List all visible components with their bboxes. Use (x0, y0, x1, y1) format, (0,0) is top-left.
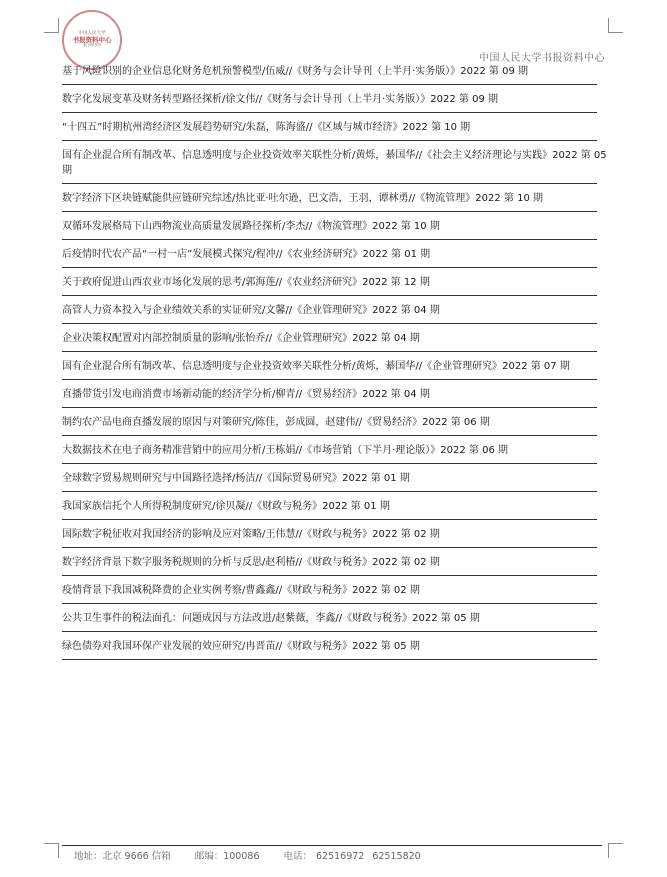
bibliography-entry (62, 275, 607, 296)
crop-mark-top-left (44, 18, 59, 33)
entry-separator (62, 430, 597, 436)
entry-citation: 绿色债券对我国环保产业发展的效应研究/冉晋苗//《财政与税务》2022 第 05 期 (62, 641, 420, 652)
entry-citation: 基于风险识别的企业信息化财务危机预警模型/伍威//《财务与会计导刊（上半月·实务版）》2022 第 09 期 (62, 66, 528, 77)
bibliography-entry (62, 611, 607, 632)
entry-citation: 数字经济背景下数字服务税规则的分析与反思/赵利椿//《财政与税务》2022 第 02 期 (62, 557, 440, 568)
footer-address: 地址：北京 9666 信箱 (74, 851, 171, 862)
bibliography-entry (62, 191, 607, 212)
entry-separator (62, 542, 597, 548)
entry-citation: 数字经济下区块链赋能供应链研究综述/热比亚·吐尔逊，巴文浩，王羽，谭林勇//《物流管理》2022 第 10 期 (62, 193, 543, 204)
bibliography-entry (62, 387, 607, 408)
entry-citation: 数字化发展变革及财务转型路径探析/徐文伟//《财务与会计导刊（上半月·实务版）》2022 第 09 期 (62, 94, 498, 105)
bibliography-entry (62, 415, 607, 436)
entry-citation: “十四五”时期杭州湾经济区发展趋势研究/朱磊，陈海盛//《区域与城市经济》2022 第 10 期 (62, 122, 471, 133)
entry-separator (62, 626, 597, 632)
entry-separator (62, 107, 597, 113)
bibliography-entry (62, 527, 607, 548)
bibliography-entry (62, 583, 607, 604)
footer-divider (62, 845, 602, 846)
entry-separator (62, 318, 597, 324)
entry-separator (62, 654, 597, 660)
entry-separator (62, 458, 597, 464)
entry-separator (62, 402, 597, 408)
entry-citation: 我国家族信托个人所得税制度研究/徐贝凝//《财政与税务》2022 第 01 期 (62, 501, 390, 512)
entry-separator (62, 79, 597, 85)
entry-citation: 关于政府促进山西农业市场化发展的思考/郭海莲//《农业经济研究》2022 第 12 期 (62, 277, 430, 288)
bibliography-entry (62, 331, 607, 352)
bibliography-entry (62, 148, 607, 184)
entry-separator (62, 598, 597, 604)
crop-mark-bottom-left (44, 843, 59, 858)
entry-separator (62, 486, 597, 492)
bibliography-entry (62, 247, 607, 268)
entry-separator (62, 262, 597, 268)
bibliography-entry (62, 471, 607, 492)
footer-contact (74, 848, 445, 862)
entry-separator (62, 374, 597, 380)
entry-separator (62, 346, 597, 352)
footer-postcode: 邮编：100086 (194, 851, 260, 862)
crop-mark-top-right (608, 18, 623, 33)
entry-citation: 双循环发展格局下山西物流业高质量发展路径探析/李杰//《物流管理》2022 第 10 期 (62, 221, 440, 232)
entry-citation: 高管人力资本投入与企业绩效关系的实证研究/文馨//《企业管理研究》2022 第 04 期 (62, 305, 440, 316)
entry-citation: 国有企业混合所有制改革、信息透明度与企业投资效率关联性分析/黄烁，綦国华//《社会主义经济理论与实践》2022 第 05 期 (62, 150, 607, 176)
entry-separator (62, 290, 597, 296)
entry-separator (62, 570, 597, 576)
entry-separator (62, 206, 597, 212)
bibliography-entry (62, 120, 607, 141)
entry-citation: 疫情背景下我国减税降费的企业实例考察/曹鑫鑫//《财政与税务》2022 第 02 期 (62, 585, 420, 596)
bibliography-entry (62, 359, 607, 380)
bibliography-entry (62, 443, 607, 464)
footer-phone: 电话： 62516972 62515820 (283, 851, 421, 862)
bibliography-entry (62, 555, 607, 576)
crop-mark-bottom-right (608, 843, 623, 858)
bibliography-entry (62, 303, 607, 324)
entry-citation: 公共卫生事件的税法面孔：问题成因与方法改进/赵紫薇，李鑫//《财政与税务》2022 第 05 期 (62, 613, 480, 624)
bibliography-entry (62, 92, 607, 113)
entry-separator (62, 234, 597, 240)
entry-separator (62, 514, 597, 520)
org-logo-seal: 中国人民大学 书报资料中心 数字图书馆 (62, 10, 122, 70)
entry-citation: 国有企业混合所有制改革、信息透明度与企业投资效率关联性分析/黄烁，綦国华//《企业管理研究》2022 第 07 期 (62, 361, 570, 372)
bibliography-entry (62, 499, 607, 520)
entry-citation: 大数据技术在电子商务精准营销中的应用分析/王栋娟//《市场营销（下半月·理论版）》2022 第 06 期 (62, 445, 508, 456)
entry-separator (62, 178, 597, 184)
header-org-name: 中国人民大学书报资料中心 (479, 53, 605, 64)
bibliography-entry (62, 219, 607, 240)
entry-separator (62, 135, 597, 141)
entry-citation: 后疫情时代农产品“一村一店”发展模式探究/程冲//《农业经济研究》2022 第 01 期 (62, 249, 431, 260)
entry-citation: 国际数字税征收对我国经济的影响及应对策略/王伟慧//《财政与税务》2022 第 02 期 (62, 529, 440, 540)
bibliography-entry (62, 639, 607, 660)
bibliography-entry (62, 64, 607, 85)
entry-citation: 企业决策权配置对内部控制质量的影响/张怡乔//《企业管理研究》2022 第 04 期 (62, 333, 420, 344)
entry-citation: 制约农产品电商直播发展的原因与对策研究/陈佳，彭成圆，赵建伟//《贸易经济》2022 第 06 期 (62, 417, 490, 428)
entry-citation: 直播带货引发电商消费市场新动能的经济学分析/柳青//《贸易经济》2022 第 04 期 (62, 389, 430, 400)
bibliography-list (62, 64, 607, 667)
entry-citation: 全球数字贸易规则研究与中国路径选择/杨洁//《国际贸易研究》2022 第 01 期 (62, 473, 410, 484)
